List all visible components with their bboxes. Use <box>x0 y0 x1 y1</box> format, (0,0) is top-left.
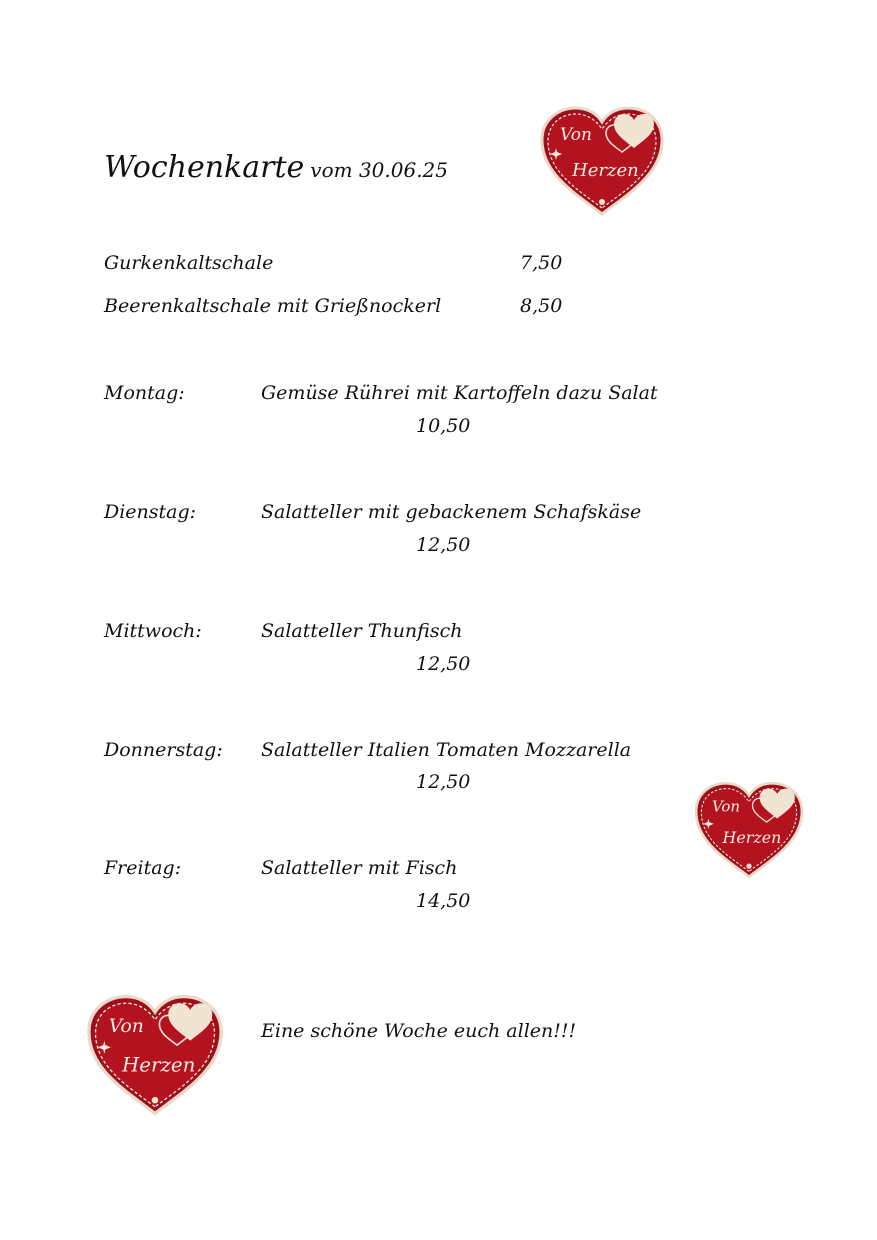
day-label-friday: Freitag: <box>104 857 182 879</box>
price-monday: 10,50 <box>416 415 471 437</box>
heart-logo-text-herzen: Herzen <box>572 160 639 181</box>
day-label-thursday: Donnerstag: <box>104 739 223 761</box>
day-label-monday: Montag: <box>104 382 185 404</box>
heart-logo-text-von: Von <box>108 1015 144 1037</box>
price-tuesday: 12,50 <box>416 534 471 556</box>
menu-title <box>104 150 448 185</box>
heart-logo-icon <box>80 990 230 1120</box>
dish-wednesday: Salatteller Thunfisch <box>261 620 463 642</box>
soup-price: 7,50 <box>520 252 563 274</box>
heart-logo-text-von: Von <box>711 797 741 816</box>
day-label-tuesday: Dienstag: <box>104 501 197 523</box>
footer-greeting: Eine schöne Woche euch allen!!! <box>261 1020 577 1042</box>
heart-logo-text-herzen: Herzen <box>121 1053 196 1077</box>
price-thursday: 12,50 <box>416 771 471 793</box>
soup-name: Beerenkaltschale mit Grießnockerl <box>104 295 442 317</box>
day-label-wednesday: Mittwoch: <box>104 620 202 642</box>
dish-monday: Gemüse Rührei mit Kartoffeln dazu Salat <box>261 382 658 404</box>
heart-logo-text-herzen: Herzen <box>722 828 782 848</box>
dish-thursday: Salatteller Italien Tomaten Mozzarella <box>261 739 632 761</box>
heart-logo-icon <box>536 102 668 220</box>
soup-name: Gurkenkaltschale <box>104 252 274 274</box>
price-friday: 14,50 <box>416 890 471 912</box>
dish-tuesday: Salatteller mit gebackenem Schafskäse <box>261 501 642 523</box>
soup-price: 8,50 <box>520 295 563 317</box>
price-wednesday: 12,50 <box>416 653 471 675</box>
menu-title-main: Wochenkarte <box>104 150 305 185</box>
heart-logo-text-von: Von <box>560 125 592 145</box>
menu-title-date: vom 30.06.25 <box>310 158 449 182</box>
dish-friday: Salatteller mit Fisch <box>261 857 458 879</box>
heart-logo-icon <box>690 778 808 882</box>
